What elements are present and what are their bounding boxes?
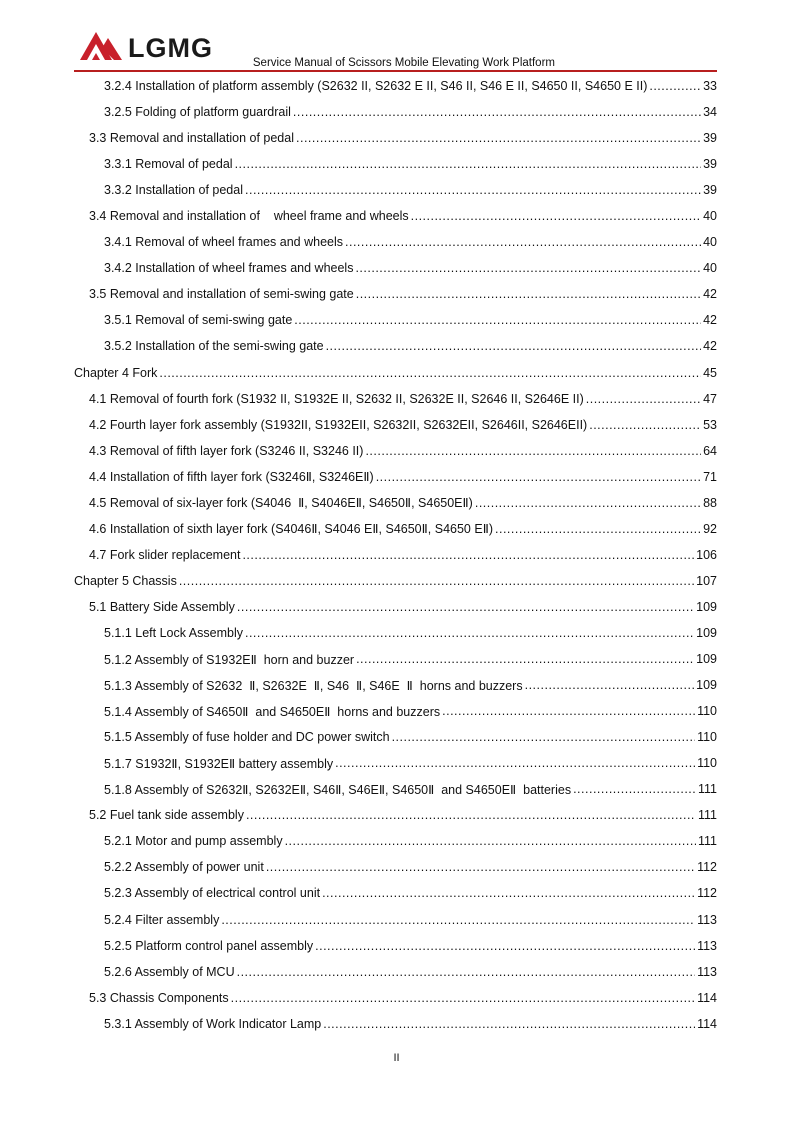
toc-entry-title: 5.1.3 Assembly of S2632 Ⅱ, S2632E Ⅱ, S46 Ⅱ, S46E Ⅱ horns and buzzers: [104, 678, 523, 693]
toc-entry-page: 39: [703, 157, 717, 172]
toc-entry[interactable]: [74, 360, 717, 386]
toc-leader-dots: [246, 808, 696, 822]
toc-leader-dots: [649, 79, 701, 93]
toc-entry-page: 109: [696, 652, 717, 667]
toc-leader-dots: [323, 1017, 695, 1031]
toc-leader-dots: [356, 287, 701, 301]
toc-entry[interactable]: [74, 333, 717, 359]
toc-leader-dots: [231, 991, 695, 1005]
toc-leader-dots: [293, 105, 701, 119]
toc-entry[interactable]: [74, 594, 717, 620]
toc-entry[interactable]: [74, 568, 717, 594]
toc-entry[interactable]: [74, 464, 717, 490]
document-title: Service Manual of Scissors Mobile Elevating Work Platform: [252, 57, 555, 69]
toc-entry[interactable]: [74, 386, 717, 412]
toc-leader-dots: [335, 756, 695, 770]
toc-entry-title: 3.2.4 Installation of platform assembly (S2632 II, S2632 E II, S46 II, S46 E II, S4650 II, S4650 E II): [104, 79, 648, 94]
toc-entry-title: 4.7 Fork slider replacement: [89, 547, 241, 562]
toc-leader-dots: [237, 600, 694, 614]
toc-entry-page: 64: [703, 443, 717, 458]
toc-entry-title: 5.1.4 Assembly of S4650Ⅱ and S4650EⅡ horns and buzzers: [104, 704, 441, 719]
toc-leader-dots: [326, 339, 702, 353]
toc-leader-dots: [322, 886, 695, 900]
toc-entry-title: 5.1.2 Assembly of S1932EⅡ horn and buzzer: [104, 652, 355, 667]
toc-entry[interactable]: [74, 776, 717, 802]
toc-leader-dots: [245, 183, 701, 197]
toc-entry[interactable]: [74, 151, 717, 177]
toc-entry-page: 40: [703, 209, 717, 224]
toc-entry[interactable]: [74, 985, 717, 1011]
toc-entry[interactable]: [74, 542, 717, 568]
toc-leader-dots: [442, 704, 695, 718]
toc-entry[interactable]: [74, 907, 717, 933]
toc-leader-dots: [495, 522, 701, 536]
toc-leader-dots: [392, 730, 696, 744]
toc-entry-title: 3.4.2 Installation of wheel frames and wheels: [104, 261, 354, 276]
toc-leader-dots: [237, 965, 695, 979]
toc-entry-title: 3.5 Removal and installation of semi-swing gate: [89, 287, 354, 302]
toc-leader-dots: [266, 860, 695, 874]
toc-entry-page: 40: [703, 235, 717, 250]
toc-entry-page: 39: [703, 131, 717, 146]
toc-entry-title: 3.5.2 Installation of the semi-swing gate: [104, 339, 324, 354]
toc-entry[interactable]: [74, 933, 717, 959]
toc-leader-dots: [245, 626, 694, 640]
toc-entry-page: 110: [697, 730, 717, 745]
toc-entry-title: 5.1.1 Left Lock Assembly: [104, 626, 243, 640]
toc-entry-page: 113: [697, 938, 717, 953]
toc-entry[interactable]: [74, 802, 717, 828]
toc-entry-page: 34: [703, 105, 717, 120]
toc-entry-title: 5.2.3 Assembly of electrical control unit: [104, 886, 321, 901]
toc-entry-title: 5.1.7 S1932Ⅱ, S1932EⅡ battery assembly: [104, 756, 334, 771]
toc-entry[interactable]: [74, 125, 717, 151]
toc-leader-dots: [525, 678, 695, 692]
toc-entry[interactable]: [74, 672, 717, 698]
toc-leader-dots: [589, 418, 701, 432]
toc-entry[interactable]: [74, 229, 717, 255]
toc-entry-title: 4.5 Removal of six-layer fork (S4046 Ⅱ, S4046EⅡ, S4650Ⅱ, S4650EⅡ): [89, 496, 473, 511]
toc-entry-title: Chapter 5 Chassis: [74, 573, 177, 588]
toc-entry-title: 5.3.1 Assembly of Work Indicator Lamp: [104, 1016, 322, 1031]
toc-entry[interactable]: [74, 307, 717, 333]
toc-entry[interactable]: [74, 750, 717, 776]
toc-entry-title: 4.3 Removal of fifth layer fork (S3246 II, S3246 II): [89, 443, 364, 458]
toc-entry[interactable]: [74, 854, 717, 880]
toc-entry-title: 5.1.5 Assembly of fuse holder and DC power switch: [104, 730, 390, 745]
toc-entry[interactable]: [74, 1011, 717, 1037]
toc-leader-dots: [573, 782, 696, 796]
toc-entry[interactable]: [74, 698, 717, 724]
toc-entry-page: 112: [697, 860, 717, 875]
toc-entry[interactable]: [74, 828, 717, 854]
toc-leader-dots: [345, 235, 701, 249]
toc-entry-page: 47: [703, 391, 717, 406]
toc-entry-page: 110: [697, 756, 717, 771]
toc-entry-page: 106: [696, 547, 717, 562]
toc-entry-page: 42: [703, 287, 717, 302]
toc-entry-page: 39: [703, 183, 717, 198]
toc-entry-title: 3.5.1 Removal of semi-swing gate: [104, 313, 293, 328]
toc-entry[interactable]: [74, 620, 717, 646]
toc-entry[interactable]: [74, 490, 717, 516]
toc-leader-dots: [365, 444, 701, 458]
toc-entry-page: 53: [703, 417, 717, 432]
header-rule: [74, 70, 717, 72]
toc-entry-title: 5.2.2 Assembly of power unit: [104, 860, 264, 875]
toc-entry-page: 109: [696, 678, 717, 693]
toc-entry-page: 109: [696, 626, 717, 640]
page-header: [74, 26, 717, 76]
toc-entry[interactable]: [74, 203, 717, 229]
toc-entry[interactable]: [74, 959, 717, 985]
toc-entry-page: 111: [697, 782, 717, 797]
toc-entry-title: 5.2.4 Filter assembly: [104, 912, 220, 927]
toc-entry[interactable]: [74, 99, 717, 125]
toc-entry-page: 45: [703, 365, 717, 380]
toc-leader-dots: [221, 913, 695, 927]
toc-entry-title: 3.4 Removal and installation of wheel frame and wheels: [89, 209, 409, 224]
toc-entry-title: 4.6 Installation of sixth layer fork (S4046Ⅱ, S4046 EⅡ, S4650Ⅱ, S4650 EⅡ): [89, 522, 494, 537]
toc-entry-title: 3.3 Removal and installation of pedal: [89, 131, 294, 146]
toc-entry-page: 107: [696, 573, 717, 588]
toc-entry-title: 3.3.1 Removal of pedal: [104, 157, 233, 172]
toc-leader-dots: [355, 261, 701, 275]
table-of-contents: [74, 73, 717, 1037]
toc-entry-page: 109: [696, 599, 717, 614]
toc-leader-dots: [586, 392, 701, 406]
toc-entry-page: 42: [703, 313, 717, 328]
toc-leader-dots: [242, 548, 694, 562]
page-number: II: [393, 1052, 400, 1064]
toc-entry[interactable]: [74, 724, 717, 750]
toc-entry[interactable]: [74, 255, 717, 281]
toc-entry-title: 3.2.5 Folding of platform guardrail: [104, 105, 291, 120]
toc-entry-title: 5.2.5 Platform control panel assembly: [104, 938, 314, 953]
toc-entry[interactable]: [74, 880, 717, 906]
toc-leader-dots: [179, 574, 694, 588]
toc-leader-dots: [235, 157, 702, 171]
toc-entry-title: 3.4.1 Removal of wheel frames and wheels: [104, 235, 344, 250]
toc-leader-dots: [285, 834, 696, 848]
toc-entry-title: 5.1.8 Assembly of S2632Ⅱ, S2632EⅡ, S46Ⅱ, S46EⅡ, S4650Ⅱ and S4650EⅡ batteries: [104, 782, 572, 797]
toc-entry-page: 114: [697, 990, 717, 1005]
toc-leader-dots: [159, 366, 701, 380]
toc-entry[interactable]: [74, 412, 717, 438]
toc-entry[interactable]: [74, 516, 717, 542]
toc-entry-page: 40: [703, 261, 717, 276]
toc-entry-title: 5.3 Chassis Components: [89, 990, 229, 1005]
toc-entry-title: 4.4 Installation of fifth layer fork (S3246Ⅱ, S3246EⅡ): [89, 470, 374, 485]
toc-entry[interactable]: [74, 73, 717, 99]
toc-entry-title: 4.1 Removal of fourth fork (S1932 II, S1932E II, S2632 II, S2632E II, S2646 II, S2646E II): [89, 391, 584, 406]
toc-entry-title: 5.2 Fuel tank side assembly: [89, 808, 244, 823]
toc-entry[interactable]: [74, 438, 717, 464]
toc-leader-dots: [315, 939, 695, 953]
toc-entry-page: 33: [703, 79, 717, 94]
toc-entry[interactable]: [74, 177, 717, 203]
toc-entry-title: 3.3.2 Installation of pedal: [104, 183, 243, 198]
toc-leader-dots: [356, 652, 694, 666]
toc-entry[interactable]: [74, 646, 717, 672]
toc-entry[interactable]: [74, 281, 717, 307]
toc-entry-title: Chapter 4 Fork: [74, 365, 158, 380]
toc-entry-page: 111: [697, 834, 717, 849]
toc-entry-title: 5.2.1 Motor and pump assembly: [104, 834, 283, 849]
toc-entry-page: 42: [703, 339, 717, 354]
toc-entry-page: 92: [703, 521, 717, 536]
toc-entry-page: 110: [697, 704, 717, 719]
toc-leader-dots: [475, 496, 701, 510]
toc-entry-page: 71: [703, 469, 717, 484]
logo-mark-icon: [80, 32, 122, 60]
toc-entry-page: 111: [697, 808, 717, 823]
toc-entry-page: 114: [697, 1016, 717, 1031]
toc-entry-title: 5.1 Battery Side Assembly: [89, 599, 235, 614]
toc-entry-page: 88: [703, 495, 717, 510]
toc-leader-dots: [294, 313, 701, 327]
toc-entry-title: 4.2 Fourth layer fork assembly (S1932II, S1932EII, S2632II, S2632EII, S2646II, S2646EII): [89, 417, 588, 432]
toc-entry-page: 113: [697, 964, 717, 979]
toc-leader-dots: [296, 131, 701, 145]
logo-text: LGMG: [128, 33, 213, 62]
toc-leader-dots: [411, 209, 701, 223]
lgmg-logo: [78, 30, 258, 62]
toc-entry-title: 5.2.6 Assembly of MCU: [104, 964, 235, 979]
toc-entry-page: 113: [697, 912, 717, 927]
toc-leader-dots: [376, 470, 701, 484]
toc-entry-page: 112: [697, 886, 717, 901]
